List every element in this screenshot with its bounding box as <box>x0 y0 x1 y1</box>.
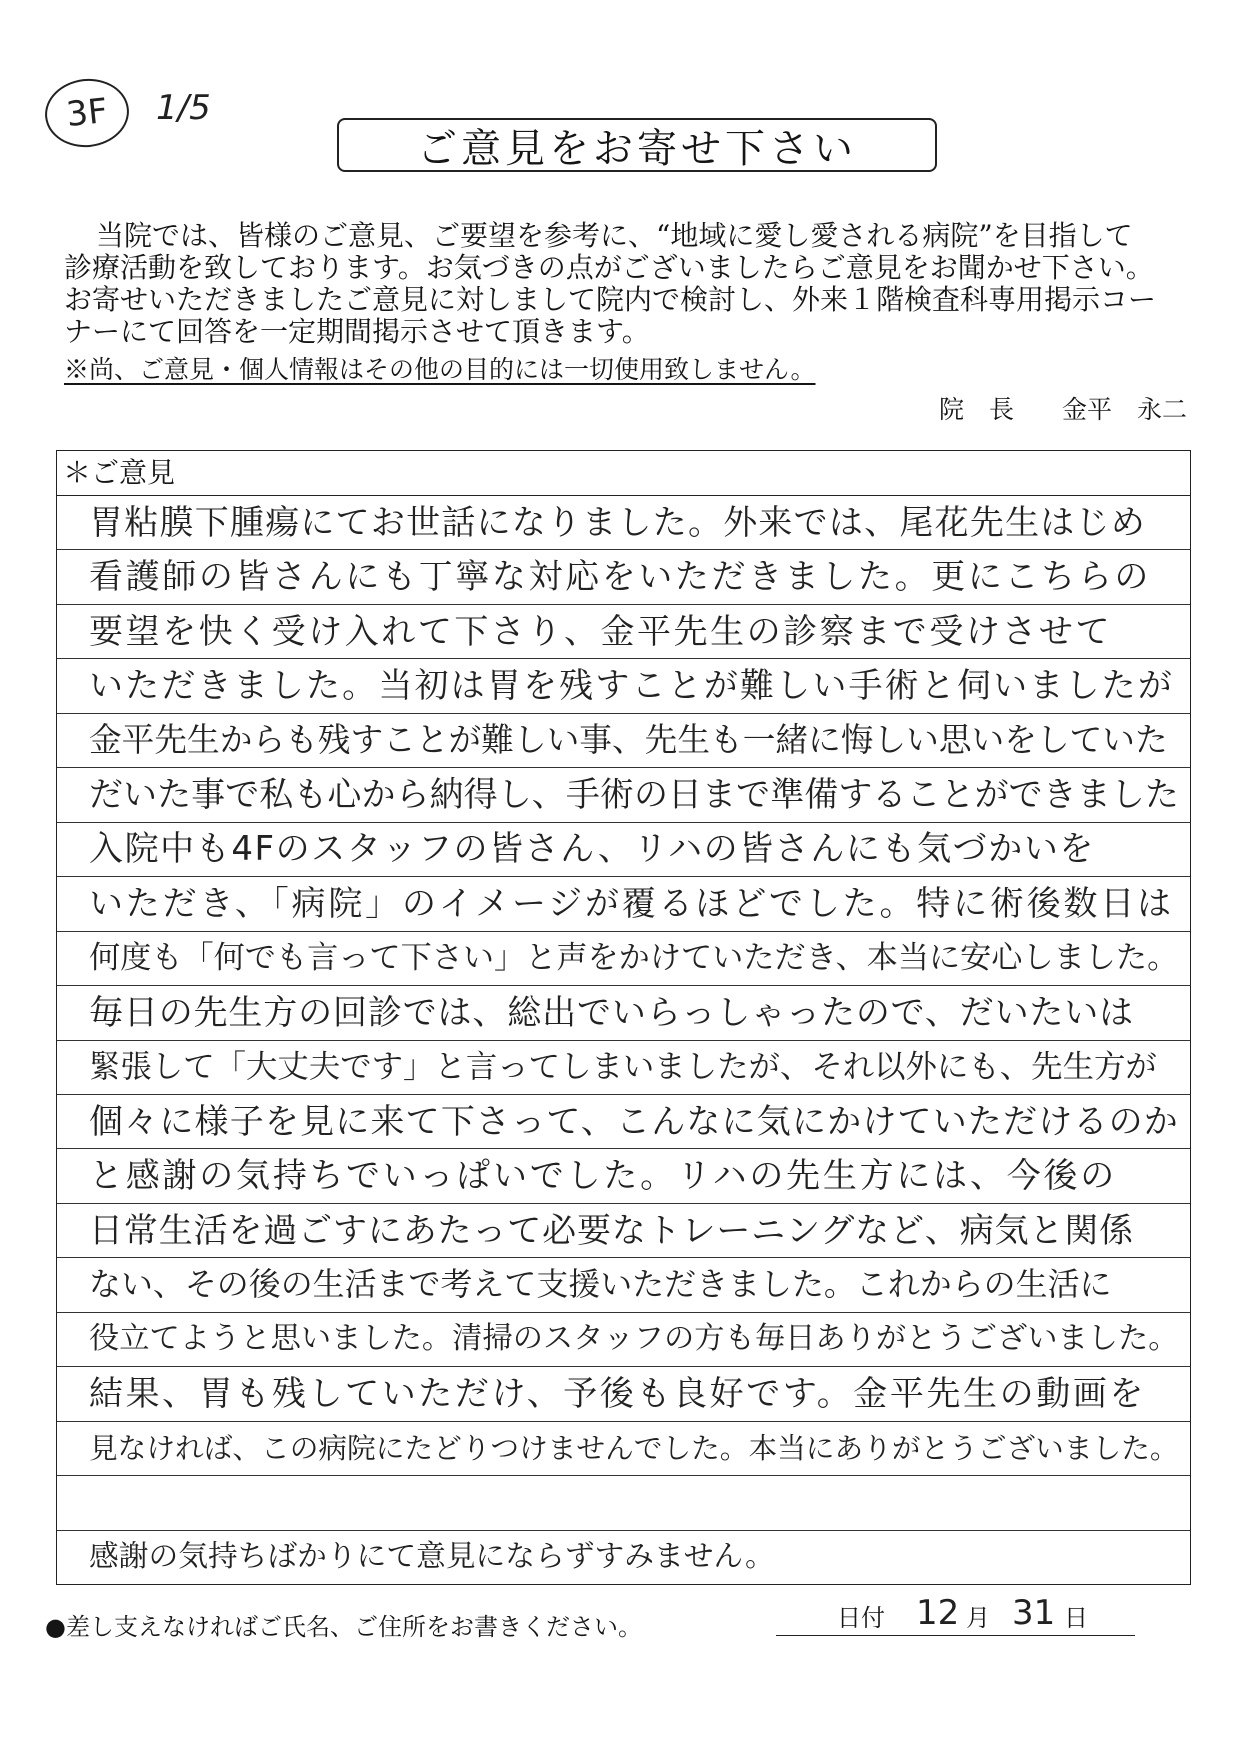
date-field <box>776 1594 1135 1636</box>
date-label: 日付 <box>837 1604 885 1632</box>
opinion-line: だいた事で私も心から納得し、手術の日まで準備することができました <box>89 774 1179 815</box>
opinion-row <box>57 1313 1190 1367</box>
opinion-rows <box>57 496 1190 1584</box>
opinion-line: 毎日の先生方の回診では、総出でいらっしゃったので、だいたいは <box>89 992 1134 1033</box>
opinion-line: と感謝の気持ちでいっぱいでした。リハの先生方には、今後の <box>89 1156 1117 1197</box>
opinion-line: いただきました。当初は胃を残すことが難しい手術と伺いましたが <box>89 666 1174 707</box>
date-day: 31 <box>1012 1593 1056 1633</box>
opinion-row <box>57 1531 1190 1584</box>
intro-line: お寄せいただきましたご意見に対しまして院内で検討し、外来１階検査科専用掲示コー <box>64 283 1157 316</box>
floor-mark <box>42 75 133 151</box>
opinion-row <box>57 550 1190 604</box>
intro-line: 診療活動を致しております。お気づきの点がございましたらご意見をお聞かせ下さい。 <box>64 251 1154 284</box>
opinion-row <box>57 1422 1190 1476</box>
opinion-line: 個々に様子を見に来て下さって、こんなに気にかけていただけるのか <box>89 1101 1179 1142</box>
opinion-line: 緊張して「大丈夫です」と言ってしまいましたが、それ以外にも、先生方が <box>89 1048 1157 1085</box>
intro-paragraph <box>64 220 1156 348</box>
opinion-line: 看護師の皆さんにも丁寧な対応をいただきました。更にこちらの <box>89 557 1151 598</box>
opinion-line: いただき、「病院」のイメージが覆るほどでした。特に術後数日は <box>89 883 1174 924</box>
opinion-line: 要望を快く受け入れて下さり、金平先生の診察まで受けさせて <box>89 611 1112 652</box>
signature-position: 院 長 <box>939 395 1015 424</box>
form-title-text: ご意見をお寄せ下さい <box>417 125 857 172</box>
opinion-row <box>57 1258 1190 1312</box>
opinion-row <box>57 877 1190 931</box>
opinion-line: 日常生活を過ごすにあたって必要なトレーニングなど、病気と関係 <box>89 1210 1134 1251</box>
opinion-line: 結果、胃も残していただけ、予後も良好です。金平先生の動画を <box>89 1373 1146 1414</box>
date-month-unit: 月 <box>966 1604 990 1632</box>
intro-line: ナーにて回答を一定期間掲示させて頂きます。 <box>64 315 650 348</box>
opinion-line: 胃粘膜下腫瘍にてお世話になりました。外来では、尾花先生はじめ <box>89 502 1146 543</box>
opinion-row <box>57 1204 1190 1258</box>
form-title <box>337 118 937 172</box>
opinion-row <box>57 496 1190 550</box>
opinion-row <box>57 768 1190 822</box>
opinion-row <box>57 986 1190 1040</box>
opinion-box <box>56 450 1191 1585</box>
opinion-line: 見なければ、この病院にたどりつけませんでした。本当にありがとうございました。 <box>89 1431 1179 1466</box>
opinion-line: 入院中も4Fのスタッフの皆さん、リハの皆さんにも気づかいを <box>89 829 1095 870</box>
opinion-row <box>57 605 1190 659</box>
floor-mark-text: 3F <box>64 90 110 136</box>
name-address-request: ●差し支えなければご氏名、ご住所をお書きください。 <box>45 1613 642 1641</box>
opinion-row <box>57 932 1190 986</box>
opinion-line: ない、その後の生活まで考えて支援いただきました。これからの生活に <box>89 1265 1112 1304</box>
opinion-row <box>57 714 1190 768</box>
opinion-line: 金平先生からも残すことが難しい事、先生も一緒に悔しい思いをしていた <box>89 721 1168 760</box>
opinion-row <box>57 1041 1190 1095</box>
opinion-line: 役立てようと思いました。清掃のスタッフの方も毎日ありがとうございました。 <box>89 1321 1179 1357</box>
date-day-unit: 日 <box>1064 1604 1088 1632</box>
opinion-row <box>57 1095 1190 1149</box>
intro-line: 当院では、皆様のご意見、ご要望を参考に、“地域に愛し愛される病院”を目指して <box>96 219 1133 252</box>
opinion-row <box>57 1149 1190 1203</box>
opinion-blank-row <box>57 1476 1190 1530</box>
date-month: 12 <box>916 1593 960 1633</box>
opinion-line: 何度も「何でも言って下さい」と声をかけていただき、本当に安心しました。 <box>89 939 1179 976</box>
opinion-row <box>57 659 1190 713</box>
page-count-mark: 1/5 <box>156 88 211 128</box>
privacy-notice: ※尚、ご意見・個人情報はその他の目的には一切使用致しません。 <box>64 355 816 384</box>
opinion-row <box>57 823 1190 877</box>
opinion-heading: ＊ご意見 <box>57 451 1190 496</box>
opinion-row <box>57 1367 1190 1421</box>
signature-name: 金平 永二 <box>1062 395 1188 424</box>
opinion-line: 感謝の気持ちばかりにて意見にならずすみません。 <box>89 1539 775 1575</box>
